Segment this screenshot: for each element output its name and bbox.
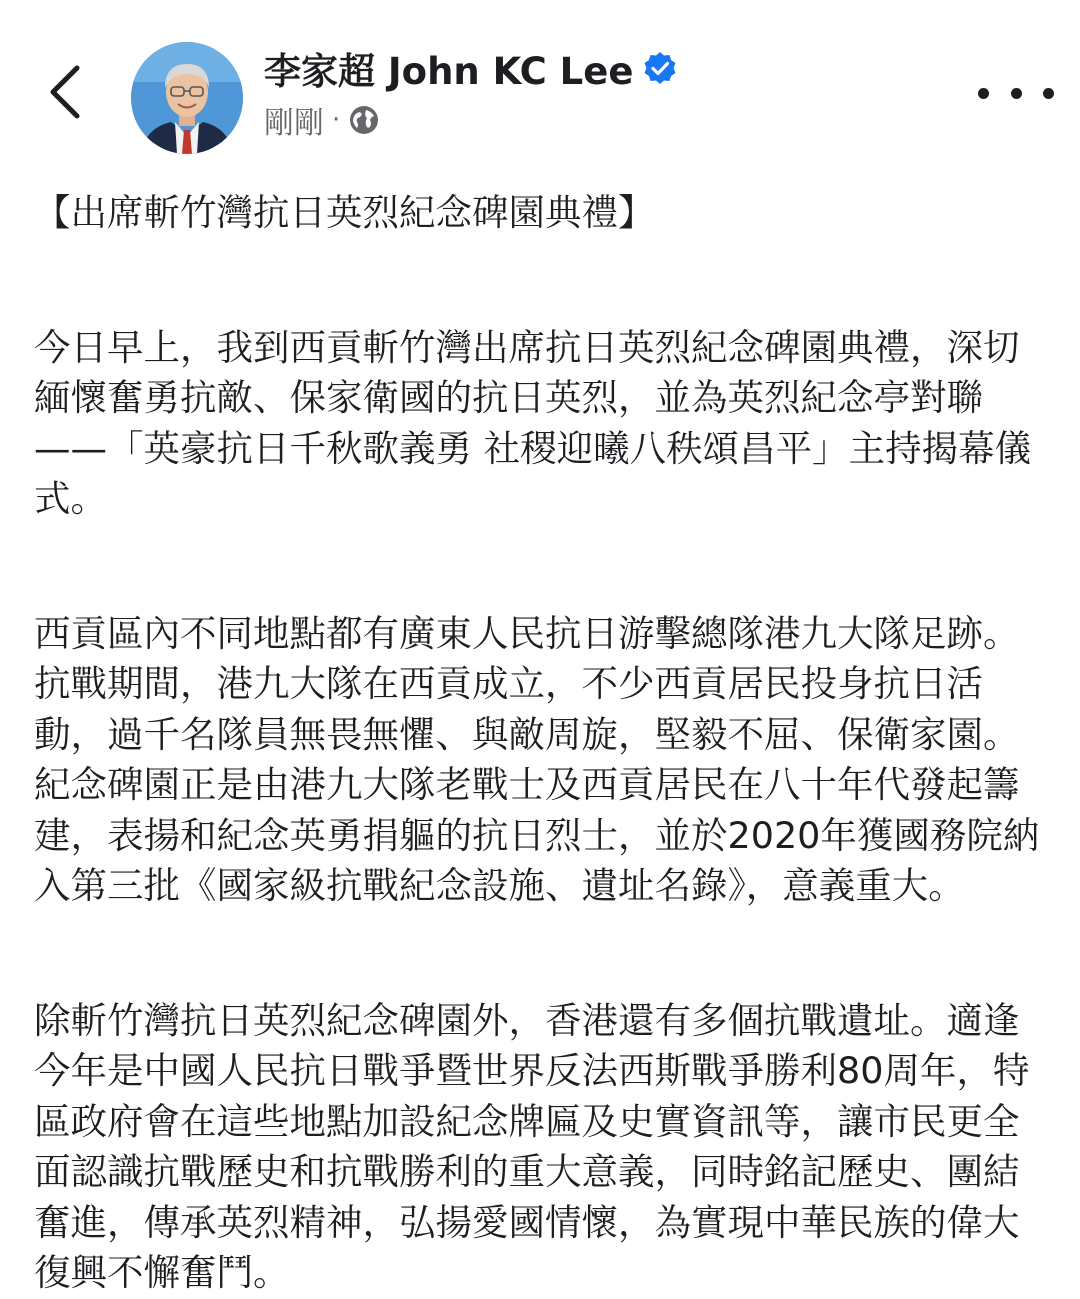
avatar[interactable]: [131, 42, 243, 154]
post-paragraph: 除斬竹灣抗日英烈紀念碑園外，香港還有多個抗戰遺址。適逢今年是中國人民抗日戰爭暨世界反法西斯戰爭勝利80周年，特區政府會在這些地點加設紀念牌匾及史實資訊等，讓市民更全面認識抗戰歷史和抗戰勝利的重大意義，同時銘記歷史、團結奮進，傳承英烈精神，弘揚愛國情懷，為實現中華民族的偉大復興不懈奮鬥。: [34, 998, 1030, 1294]
meta-separator: ·: [332, 105, 341, 135]
back-button[interactable]: [30, 52, 100, 132]
verified-badge-icon: [643, 51, 677, 85]
more-horizontal-icon: [978, 88, 989, 99]
profile-photo: [131, 42, 243, 154]
author-name[interactable]: 李家超 John KC Lee: [264, 50, 634, 93]
post-paragraph: 今日早上，我到西貢斬竹灣出席抗日英烈紀念碑園典禮，深切緬懷奮勇抗敵、保家衛國的抗日英烈，並為英烈紀念亭對聯——「英豪抗日千秋歌義勇 社稷迎曦八秩頌昌平」主持揭幕儀式。: [34, 325, 1032, 520]
post-title: 【出席斬竹灣抗日英烈紀念碑園典禮】: [34, 191, 655, 234]
post-content: [34, 188, 1044, 1299]
more-horizontal-icon: [1011, 88, 1022, 99]
post-timestamp[interactable]: 剛剛: [264, 106, 324, 141]
post-paragraph: 西貢區內不同地點都有廣東人民抗日游擊總隊港九大隊足跡。抗戰期間，港九大隊在西貢成立，不少西貢居民投身抗日活動，過千名隊員無畏無懼、與敵周旋，堅毅不屈、保衛家園。紀念碑園正是由港九大隊老戰士及西貢居民在八十年代發起籌建，表揚和紀念英勇捐軀的抗日烈士，並於2020年獲國務院納入第三批《國家級抗戰紀念設施、遺址名錄》，意義重大。: [34, 611, 1040, 907]
globe-icon[interactable]: [348, 104, 380, 136]
more-horizontal-icon: [1043, 88, 1054, 99]
post-meta: [264, 98, 380, 142]
post-header: [0, 0, 1080, 160]
more-options-button[interactable]: [978, 70, 1054, 116]
chevron-left-icon: [47, 64, 83, 120]
author-row: [264, 40, 677, 96]
